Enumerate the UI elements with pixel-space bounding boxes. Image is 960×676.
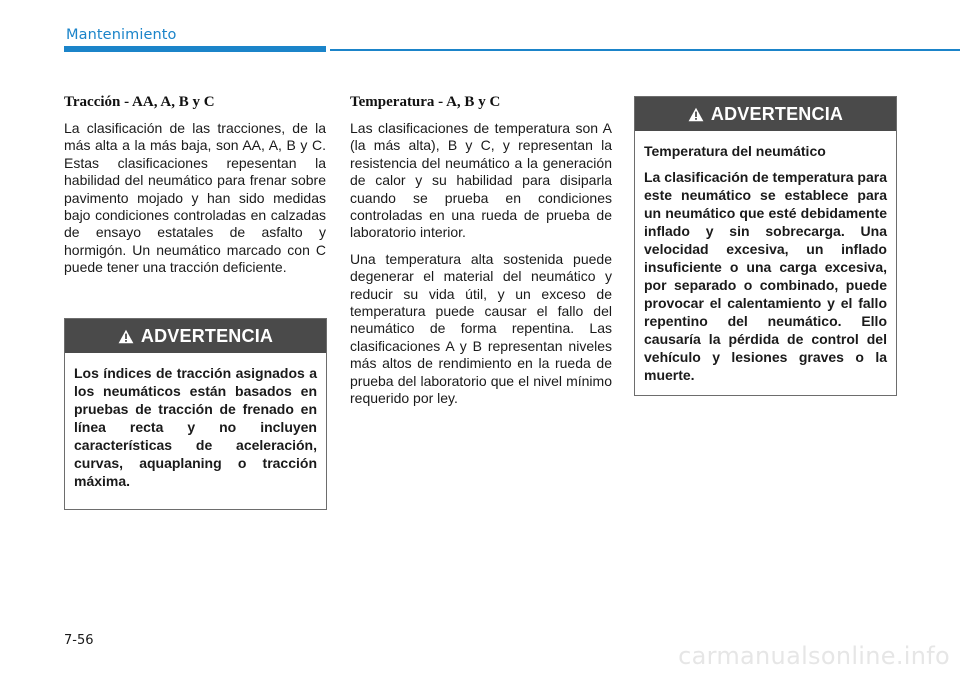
watermark: carmanualsonline.info: [678, 642, 950, 670]
page-number: 7-56: [64, 633, 94, 648]
warning-heading: ADVERTENCIA: [140, 325, 274, 346]
warning-triangle-icon: [118, 329, 134, 344]
left-column: [64, 94, 326, 286]
temperature-paragraph-2: Una temperatura alta sostenida puede degenerar el material del neumático y reducir su vida útil, y un exceso de temperatura puede causar el fallo del neumático de forma repentina. Las clasificaciones A y B representan niveles más altos de rendimiento en la rueda de prueba del laboratorio que el nivel mínimo requerido por ley.: [350, 250, 612, 407]
section-title: Mantenimiento: [66, 27, 177, 43]
traction-title: Tracción - AA, A, B y C: [64, 94, 215, 110]
warning-heading: ADVERTENCIA: [710, 103, 844, 124]
warning-triangle-icon: [688, 107, 704, 122]
warning-header: [65, 319, 326, 353]
warning-subtitle: Temperatura del neumático: [644, 143, 826, 159]
temperature-warning-box: [634, 96, 897, 396]
warning-text: Los índices de tracción asignados a los neumáticos están basados en pruebas de tracción de frenado en línea recta y no incluyen características de aceleración, curvas, aquaplaning o tracción máxima.: [74, 365, 317, 489]
middle-column: [350, 94, 612, 417]
warning-header: [635, 97, 896, 131]
temperature-paragraph-1: Las clasificaciones de temperatura son A (la más alta), B y C, y representan la resistencia del neumático a la generación de calor y su habilidad para disiparla cuando se prueba en condiciones controladas en una rueda de prueba de laboratorio interior.: [350, 120, 612, 241]
traction-paragraph: La clasificación de las tracciones, de la más alta a la más baja, son AA, A, B y C. Estas clasificaciones repesentan la habilidad del neumático para frenar sobre pavimento mojado y han sido medidas bajo condiciones controladas en calzadas de ensayo estatales de asfalto y hormigón. Un neumático marcado con C puede tener una tracción deficiente.: [64, 120, 326, 276]
traction-warning-box: [64, 318, 327, 510]
warning-text: La clasificación de temperatura para este neumático se establece para un neumático que esté debidamente inflado y sin sobrecarga. Una velocidad excesiva, un inflado insuficiente o una carga excesiva, por separado o combinado, puede provocar el calentamiento y el fallo repentino del neumático. Ello causaría la pérdida de control del vehículo y lesiones graves o la muerte.: [644, 169, 887, 383]
header-rule-thick: [64, 46, 326, 52]
temperature-title: Temperatura - A, B y C: [350, 94, 501, 110]
header-rule-thin: [330, 49, 960, 51]
